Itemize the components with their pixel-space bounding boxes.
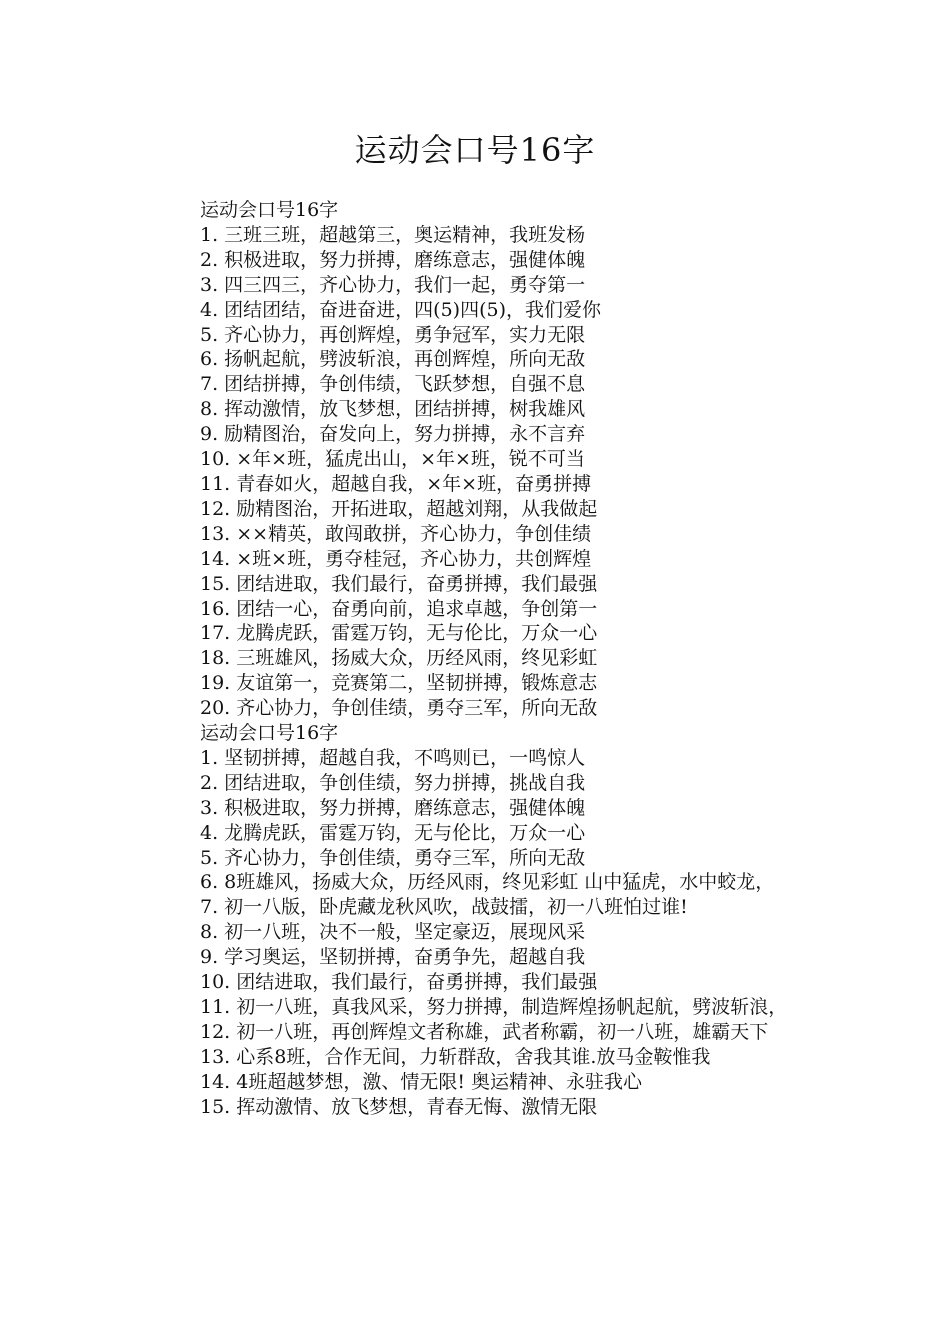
slogan-line: 16. 团结一心，奋勇向前，追求卓越，争创第一 bbox=[200, 597, 598, 620]
slogan-line: 5. 齐心协力，再创辉煌，勇争冠军，实力无限 bbox=[200, 323, 586, 346]
slogan-line: 11. 初一八班，真我风采，努力拼搏，制造辉煌扬帆起航，劈波斩浪， bbox=[200, 996, 788, 1018]
slogan-line: 14. ×班×班，勇夺桂冠，齐心协力，共创辉煌 bbox=[200, 547, 592, 570]
slogan-line: 7. 初一八版，卧虎藏龙秋风吹，战鼓擂，初一八班怕过谁! bbox=[200, 896, 688, 919]
slogan-line: 13. ××精英，敢闯敢拼，齐心协力，争创佳绩 bbox=[200, 522, 592, 545]
slogan-line: 17. 龙腾虎跃，雷霆万钧，无与伦比，万众一心 bbox=[200, 622, 598, 645]
slogan-line: 15. 团结进取，我们最行，奋勇拼搏，我们最强 bbox=[200, 572, 598, 595]
slogan-line: 1. 坚韧拼搏，超越自我，不鸣则已，一鸣惊人 bbox=[200, 746, 586, 769]
slogan-line: 12. 初一八班，再创辉煌文者称雄，武者称霸，初一八班，雄霸天下 bbox=[200, 1020, 769, 1043]
section-heading: 运动会口号16字 bbox=[200, 722, 339, 745]
slogan-line: 13. 心系8班，合作无间，力斩群敌，舍我其谁.放马金鞍惟我 bbox=[200, 1045, 711, 1068]
document-body bbox=[144, 198, 808, 1120]
slogan-line: 8. 初一八班，决不一般，坚定豪迈，展现风采 bbox=[200, 921, 586, 944]
slogan-line: 19. 友谊第一，竞赛第二，坚韧拼搏，锻炼意志 bbox=[200, 672, 598, 695]
slogan-line: 6. 扬帆起航，劈波斩浪，再创辉煌，所向无敌 bbox=[200, 348, 586, 371]
slogan-line: 20. 齐心协力，争创佳绩，勇夺三军，所向无敌 bbox=[200, 697, 598, 720]
slogan-line: 9. 学习奥运，坚韧拼搏，奋勇争先，超越自我 bbox=[200, 946, 586, 969]
slogan-line: 9. 励精图治，奋发向上，努力拼搏，永不言弃 bbox=[200, 423, 586, 446]
slogan-line: 3. 积极进取，努力拼搏，磨练意志，强健体魄 bbox=[200, 796, 586, 819]
slogan-line: 3. 四三四三，齐心协力，我们一起，勇夺第一 bbox=[200, 273, 586, 296]
document-title: 运动会口号16字 bbox=[354, 131, 596, 169]
slogan-line: 4. 龙腾虎跃，雷霆万钧，无与伦比，万众一心 bbox=[200, 821, 586, 844]
slogan-line: 2. 团结进取，争创佳绩，努力拼搏，挑战自我 bbox=[200, 771, 586, 794]
slogan-line: 18. 三班雄风，扬威大众，历经风雨，终见彩虹 bbox=[200, 647, 598, 670]
slogan-line: 2. 积极进取，努力拼搏，磨练意志，强健体魄 bbox=[200, 248, 586, 271]
slogan-line: 14. 4班超越梦想，激、情无限! 奥运精神、永驻我心 bbox=[200, 1070, 643, 1093]
slogan-line: 6. 8班雄风，扬威大众，历经风雨，终见彩虹 山中猛虎，水中蛟龙， bbox=[200, 871, 775, 894]
section-heading: 运动会口号16字 bbox=[200, 199, 339, 221]
slogan-line: 4. 团结团结，奋进奋进，四(5)四(5)，我们爱你 bbox=[200, 298, 601, 321]
slogan-line: 1. 三班三班，超越第三，奥运精神，我班发杨 bbox=[200, 223, 586, 246]
slogan-line: 12. 励精图治，开拓进取，超越刘翔，从我做起 bbox=[200, 497, 598, 520]
slogan-line: 10. ×年×班，猛虎出山，×年×班，锐不可当 bbox=[200, 448, 585, 471]
slogan-line: 7. 团结拼搏，争创伟绩，飞跃梦想，自强不息 bbox=[200, 373, 586, 396]
slogan-line: 15. 挥动激情、放飞梦想，青春无悔、激情无限 bbox=[200, 1095, 598, 1118]
slogan-line: 5. 齐心协力，争创佳绩，勇夺三军，所向无敌 bbox=[200, 846, 586, 869]
slogan-line: 11. 青春如火，超越自我，×年×班，奋勇拼搏 bbox=[200, 472, 592, 495]
slogan-line: 10. 团结进取，我们最行，奋勇拼搏，我们最强 bbox=[200, 971, 598, 994]
slogan-line: 8. 挥动激情，放飞梦想，团结拼搏，树我雄风 bbox=[200, 398, 586, 421]
